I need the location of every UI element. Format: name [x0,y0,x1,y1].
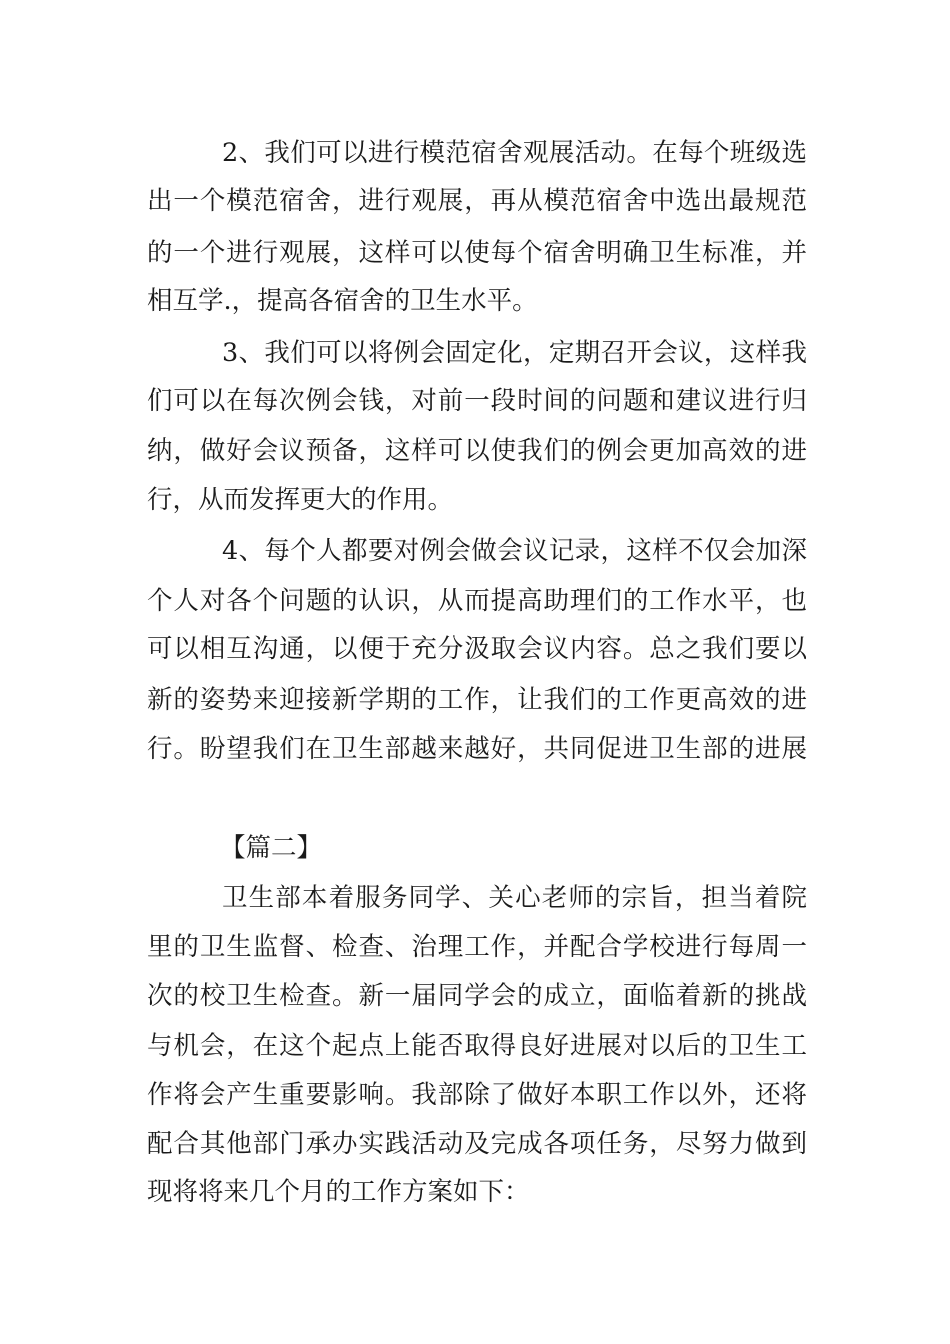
paragraph-3-line-3: 纳，做好会议预备，这样可以使我们的例会更加高效的进 [147,436,807,466]
paragraph-2-line-2: 出一个模范宿舍，进行观展，再从模范宿舍中选出最规范 [147,186,807,216]
section-paragraph-line-4: 与机会，在这个起点上能否取得良好进展对以后的卫生工 [147,1031,807,1061]
section-paragraph-line-5: 作将会产生重要影响。我部除了做好本职工作以外，还将 [147,1080,807,1110]
paragraph-4-line-5: 行。盼望我们在卫生部越来越好，共同促进卫生部的进展 [147,734,807,764]
paragraph-2-line-3: 的一个进行观展，这样可以使每个宿舍明确卫生标准，并 [147,238,807,268]
paragraph-4-line-2: 个人对各个问题的认识，从而提高助理们的工作水平，也 [147,586,807,616]
section-paragraph-line-3: 次的校卫生检查。新一届同学会的成立，面临着新的挑战 [147,981,807,1011]
section-heading: 【篇二】 [220,833,323,863]
paragraph-4-line-4: 新的姿势来迎接新学期的工作，让我们的工作更高效的进 [147,685,807,715]
paragraph-4-line-1: 4、每个人都要对例会做会议记录，这样不仅会加深 [222,536,807,566]
section-paragraph-line-7: 现将将来几个月的工作方案如下： [147,1177,530,1207]
paragraph-3-line-1: 3、我们可以将例会固定化，定期召开会议，这样我 [222,338,807,368]
paragraph-2-line-4: 相互学.，提高各宿舍的卫生水平。 [147,286,538,316]
paragraph-4-line-3: 可以相互沟通，以便于充分汲取会议内容。总之我们要以 [147,634,807,664]
section-paragraph-line-1: 卫生部本着服务同学、关心老师的宗旨，担当着院 [222,883,807,913]
section-paragraph-line-6: 配合其他部门承办实践活动及完成各项任务，尽努力做到 [147,1129,807,1159]
paragraph-2-line-1: 2、我们可以进行模范宿舍观展活动。在每个班级选 [222,138,807,168]
section-paragraph-line-2: 里的卫生监督、检查、治理工作，并配合学校进行每周一 [147,932,807,962]
paragraph-3-line-2: 们可以在每次例会钱，对前一段时间的问题和建议进行归 [147,386,807,416]
paragraph-3-line-4: 行，从而发挥更大的作用。 [147,485,454,515]
